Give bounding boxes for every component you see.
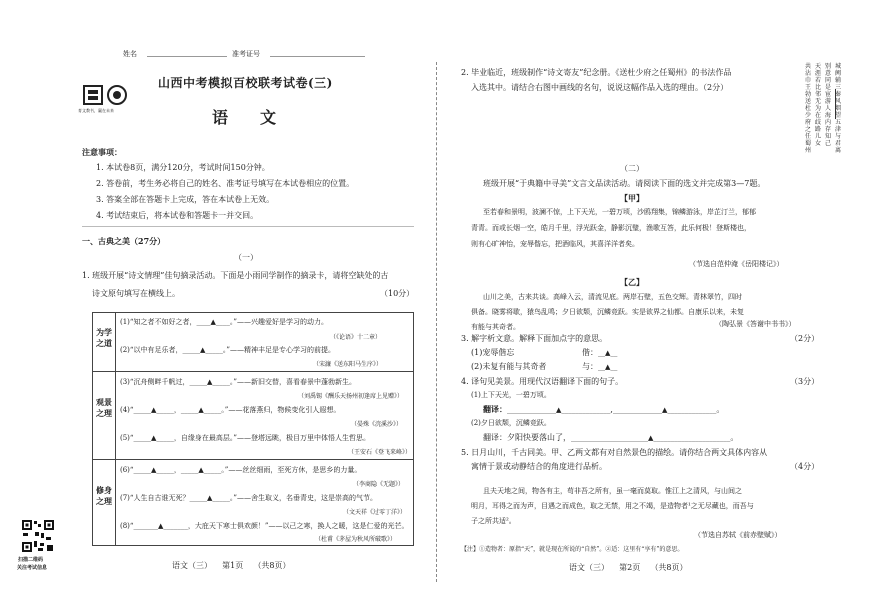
exam-title: 山西中考模拟百校联考试卷(三): [158, 76, 333, 90]
part2-intro: 班级开展“于典籍中寻美”文言文品读活动。请阅读下面的选文并完成第3—7题。: [483, 179, 766, 188]
answer-blank[interactable]: ______________________▲______________________: [571, 434, 731, 442]
yi-source: （陶弘景《答谢中书书》）: [715, 320, 796, 328]
category-scenery: 观景之理: [96, 397, 112, 418]
q2-text: 2. 毕业临近，班级制作“诗文寄友”纪念册。《送杜少府之任蜀州》的书法作品: [461, 68, 732, 77]
passage-jia-line: 至若春和景明，波澜不惊，上下天光，一碧万顷，沙鸥翔集，锦鳞游泳，岸芷汀兰，郁郁: [483, 208, 756, 216]
publisher-logo: [82, 84, 142, 108]
answer-blank[interactable]: _____▲_____: [133, 434, 174, 442]
answer-blank[interactable]: _____▲_____: [133, 406, 174, 414]
subject-title: 语 文: [212, 108, 285, 127]
source: （王安石《登飞来峰》）: [348, 449, 412, 456]
q3-item-a: (1)宠辱偕忘: [471, 348, 515, 357]
table-row: (3)“沉舟侧畔千帆过，_____▲_____。”——新旧交替，喜看春景中蓬勃新生。: [120, 378, 356, 386]
qr-label: 扫描二维码: [18, 557, 44, 563]
exam-no-underline: [270, 56, 365, 57]
part1-sub: （一）: [234, 253, 258, 262]
passage-3-line: 明月，耳得之而为声，目遇之而成色，取之无禁，用之不竭，是造物者¹之无尽藏也，而吾与: [471, 502, 754, 510]
table-row: (7)“人生自古谁无死？_____▲_____。”——舍生取义，名垂青史，这是崇高的气节。: [120, 494, 377, 502]
q1-text: 诗文原句填写在横线上。: [92, 289, 180, 298]
q3-item-b: (2)未复有能与其奇者: [471, 362, 547, 371]
answer-blank[interactable]: _____▲_____: [133, 466, 174, 474]
source: （刘禹锡《酬乐天扬州初逢席上见赠》）: [298, 393, 404, 400]
answer-blank[interactable]: _______▲_______: [133, 522, 188, 530]
table-row: (1)“知之者不如好之者，____▲____。”——兴趣爱好是学习的动力。: [120, 318, 328, 326]
source: （文天祥《过零丁洋》）: [343, 509, 407, 516]
table-row: (4)“_____▲_____，_____▲_____。”——花落燕归，物候变化引人遐想。: [120, 406, 341, 414]
source: （杜甫《茅屋为秋风所破歌》）: [315, 536, 397, 543]
q3-answer-a: 偕：__▲__: [582, 348, 618, 357]
table-row: (2)“以中有足乐者，_____▲_____。”——精神丰足是专心学习的前提。: [120, 346, 335, 354]
note-item: 1. 本试卷8页，满分120分，考试时间150分钟。: [96, 163, 270, 172]
qr-code[interactable]: [21, 519, 55, 557]
passage-yi-line: 有能与其奇者。: [471, 323, 520, 331]
table-row: (5)“_____▲_____，自缘身在最高层。”——登塔远眺，极目万里中体悟人生哲思。: [120, 434, 370, 442]
passage-3-source: （节选自苏轼《前赤壁赋》）: [694, 531, 782, 539]
q4-sentence-2: (2)夕日欲颓，沉鳞竞跃。: [471, 419, 551, 427]
passage-3-line: 且夫天地之间，物各有主，苟非吾之所有，虽一毫而莫取。惟江上之清风，与山间之: [483, 487, 742, 495]
source: （晏殊《浣溪沙》）: [351, 421, 403, 428]
q4-sentence-1: (1)上下天光，一碧万顷。: [471, 391, 551, 399]
calligraphy-artwork: 城阙辅三秦风烟望五津与君离 别意同是宦游人海内存知己 天涯若比邻无为在歧路儿女 共沾巾王勃送杜少府之任蜀州: [805, 63, 842, 154]
q5-text: 5. 日月山川，千古同美。甲、乙两文都有对自然景色的描绘。请你结合两文具体内容从: [461, 448, 768, 457]
source: （李商隐《无题》）: [353, 481, 405, 488]
q1-score: （10分）: [380, 289, 415, 298]
footer-left: 语文（三） 第1页 （共8页）: [172, 561, 291, 570]
part1-title: 一、古典之美（27分）: [82, 236, 166, 246]
note-item: 4. 考试结束后，将本试卷和答题卡一并交回。: [96, 211, 259, 220]
source: （宋濂《送东阳马生序》）: [313, 361, 383, 368]
q2-text: 入选其中。请结合右图中画线的名句，说说这幅作品入选的理由。（2分）: [471, 83, 729, 92]
footer-right: 语文（三） 第2页 （共8页）: [569, 563, 688, 572]
q4-text: 4. 译句见美景。用现代汉语翻译下面的句子。: [461, 377, 624, 386]
jia-source: （节选自范仲淹《岳阳楼记》）: [689, 260, 784, 268]
answer-blank[interactable]: _____▲_____: [189, 378, 230, 386]
excerpt-card-table: [92, 312, 414, 546]
note-item: 3. 答案全部在答题卡上完成，答在本试卷上无效。: [96, 195, 275, 204]
answer-blank[interactable]: _____▲_____: [189, 494, 230, 502]
passage-yi-line: 俱备。晓雾将歇，猿鸟乱鸣；夕日欲颓，沉鳞竞跃。实是欲界之仙都。自康乐以来，未复: [471, 308, 744, 316]
passage-yi-line: 山川之美，古来共谈。高峰入云，清流见底。两岸石壁，五色交辉。青林翠竹，四时: [483, 293, 742, 301]
q1-text: 1. 班级开展“诗文情理”佳句摘录活动。下面是小雨同学制作的摘录卡，请将空缺处的古: [82, 271, 389, 280]
source: （《论语》十二章）: [330, 334, 382, 341]
yi-label: 【乙】: [620, 277, 644, 287]
answer-blank[interactable]: _____▲_____: [180, 406, 222, 414]
table-row: (8)“_______▲_______，大庇天下寒士俱欢颜！”——以己之寒，换人之暖，这是仁爱的光芒。: [120, 522, 409, 530]
footnote: 【注】①造物者：原指“天”，就是现在所说的“自然”。②适：这里有“享有”的意思。: [461, 546, 684, 553]
jia-label: 【甲】: [620, 193, 644, 203]
q4-translation-1: 翻译：______________▲______________,______________▲______________。: [483, 404, 725, 414]
q3-text: 3. 解字析文意。解释下面加点字的意思。: [461, 334, 608, 343]
note-item: 2. 答卷前，考生务必将自己的姓名、准考证号填写在本试卷相应的位置。: [96, 179, 355, 188]
answer-blank[interactable]: _____▲_____: [182, 346, 223, 354]
divider: [82, 226, 414, 227]
answer-blank[interactable]: _____▲_____: [180, 466, 222, 474]
name-underline: [147, 56, 227, 57]
notes-heading: 注意事项：: [82, 147, 122, 157]
passage-jia-line: 则有心旷神怡，宠辱偕忘，把酒临风，其喜洋洋者矣。: [471, 240, 639, 248]
passage-jia-line: 青青。而或长烟一空，皓月千里，浮光跃金，静影沉璧，渔歌互答，此乐何极！登斯楼也，: [471, 224, 751, 232]
table-row: (6)“_____▲_____，_____▲_____。”——丝丝细雨，至死方休，是思乡的力量。: [120, 466, 362, 474]
exam-no-label: 准考证号: [232, 50, 260, 58]
category-study: 为学之道: [96, 327, 112, 348]
q3-score: （2分）: [790, 334, 820, 343]
qr-label: 关注考试信息: [17, 565, 48, 571]
name-label: 姓名: [123, 50, 137, 58]
answer-blank[interactable]: ______________▲______________: [612, 406, 717, 414]
passage-3-line: 子之所共适²。: [471, 517, 516, 525]
answer-blank[interactable]: ____▲____: [196, 318, 230, 326]
publisher-logo-icon: [82, 84, 142, 108]
q3-answer-b: 与：__▲__: [582, 362, 618, 371]
q4-score: （3分）: [790, 377, 820, 386]
q4-translation-2: 翻译：夕阳快要落山了，______________________▲______________________。: [483, 433, 739, 442]
part2-sub: （二）: [620, 164, 644, 173]
q5-score: （4分）: [790, 462, 820, 471]
answer-blank[interactable]: __▲__: [598, 363, 618, 371]
category-self: 修身之理: [96, 485, 112, 506]
answer-blank[interactable]: ______________▲______________: [507, 406, 611, 414]
qr-code-icon: [21, 519, 55, 553]
logo-text: 育文教书，赢在未来: [78, 108, 114, 113]
answer-blank[interactable]: __▲__: [598, 349, 618, 357]
q5-text: 寓情于景或动静结合的角度进行品析。: [471, 462, 607, 471]
page-divider: [436, 62, 437, 582]
